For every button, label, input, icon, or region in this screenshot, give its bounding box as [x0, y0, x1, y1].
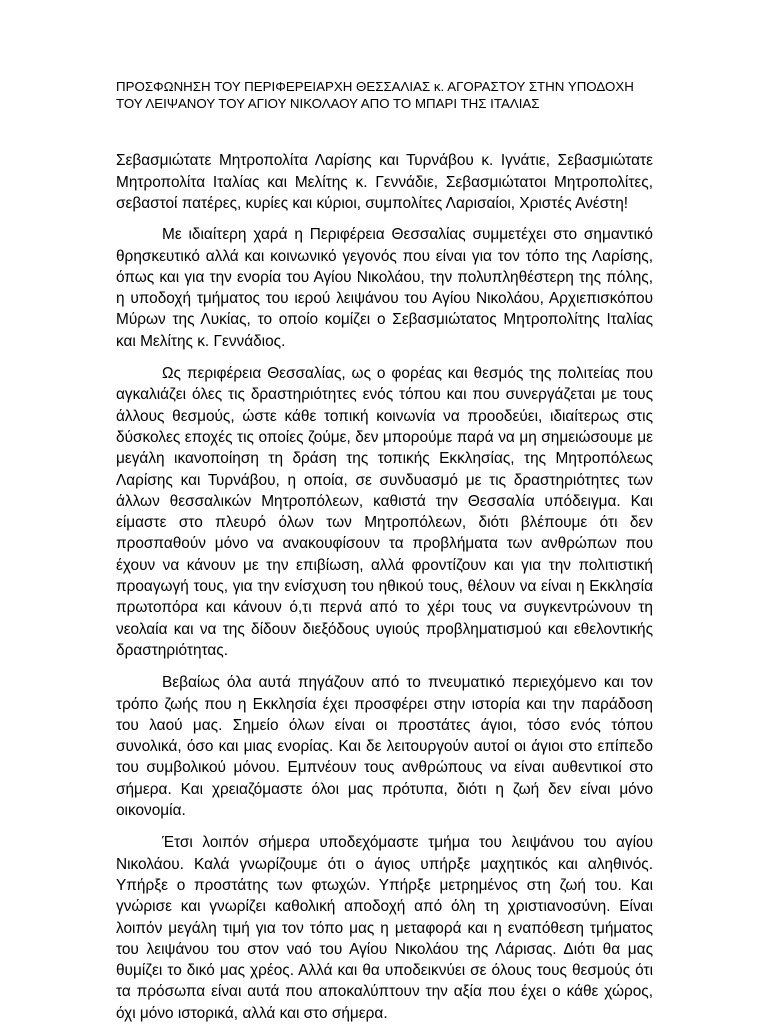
- body-paragraph-4: Έτσι λοιπόν σήμερα υποδεχόμαστε τμήμα του λειψάνου του αγίου Νικολάου. Καλά γνωρίζουμε ότι ο άγιος υπήρξε μαχητικός και αληθινός. Υπήρξε ο προστάτης των φτωχών. Υπήρξε μετρημένος στη ζωή του. Και γνώρισε και γνωρίζει καθολική αποδοχή από όλη τη χριστιανοσύνη. Είναι λοιπόν μεγάλη τιμή για τον τόπο μας η μεταφορά και η εναπόθεση τμήματος του λειψάνου του στον ναό του Αγίου Νικολάου της Λάρισας. Διότι θα μας θυμίζει το δικό μας χρέος. Αλλά και θα υποδεικνύει σε όλους τους θεσμούς ότι τα πρόσωπα είναι αυτά που αποκαλύπτουν την αξία που έχει ο κάθε χώρος, όχι μόνο ιστορικά, αλλά και στο σήμερα.: [116, 834, 653, 1022]
- salutation-paragraph: Σεβασμιώτατε Μητροπολίτα Λαρίσης και Τυρνάβου κ. Ιγνάτιε, Σεβασμιώτατε Μητροπολίτα Ιταλίας και Μελίτης κ. Γεννάδιε, Σεβασμιώτατοι Μητροπολίτες, σεβαστοί πατέρες, κυρίες και κύριοι, συμπολίτες Λαρισαίοι, Χριστές Ανέστη!: [116, 152, 653, 212]
- body-paragraph-1: Με ιδιαίτερη χαρά η Περιφέρεια Θεσσαλίας συμμετέχει στο σημαντικό θρησκευτικό αλλά και κοινωνικό γεγονός που είναι για τον τόπο της Λαρίσης, όπως και για την ενορία του Αγίου Νικολάου, την πολυπληθέστερη της πόλης, η υποδοχή τμήματος του ιερού λειψάνου του Αγίου Νικολάου, Αρχιεπισκόπου Μύρων της Λυκίας, το οποίο κομίζει ο Σεβασμιώτατος Μητροπολίτης Ιταλίας και Μελίτης κ. Γεννάδιος.: [116, 226, 653, 350]
- body-paragraph-3: Βεβαίως όλα αυτά πηγάζουν από το πνευματικό περιεχόμενο και τον τρόπο ζωής που η Εκκλησία έχει προσφέρει στην ιστορία και την παράδοση του λαού μας. Σημείο όλων είναι οι προστάτες άγιοι, τόσο ενός τόπου συνολικά, όσο και μιας ενορίας. Και δε λειτουργούν αυτοί οι άγιοι στο επίπεδο του συμβολικού μόνου. Εμπνέουν τους ανθρώπους να είναι αυθεντικοί στο σήμερα. Και χρειαζόμαστε όλοι μας πρότυπα, διότι η ζωή δεν είναι μόνο οικονομία.: [116, 674, 653, 820]
- document-title: ΠΡΟΣΦΩΝΗΣΗ ΤΟΥ ΠΕΡΙΦΕΡΕΙΑΡΧΗ ΘΕΣΣΑΛΙΑΣ κ. ΑΓΟΡΑΣΤΟΥ ΣΤΗΝ ΥΠΟΔΟΧΗ ΤΟΥ ΛΕΙΨΑΝΟΥ ΤΟΥ ΑΓΙΟΥ ΝΙΚΟΛΑΟΥ ΑΠΟ ΤΟ ΜΠΑΡΙ ΤΗΣ ΙΤΑΛΙΑΣ: [116, 79, 634, 112]
- body-paragraph-2: Ως περιφέρεια Θεσσαλίας, ως ο φορέας και θεσμός της πολιτείας που αγκαλιάζει όλες τις δραστηριότητες ενός τόπου και που συνεργάζεται με τους άλλους θεσμούς, ώστε κάθε τοπική κοινωνία να προοδεύει, ιδιαίτερως στις δύσκολες εποχές τις οποίες ζούμε, δεν μπορούμε παρά να μη σημειώσουμε με μεγάλη ικανοποίηση τη δράση της τοπικής Εκκλησίας, της Μητροπόλεως Λαρίσης και Τυρνάβου, η οποία, σε συνδυασμό με τις δραστηριότητες των άλλων θεσσαλικών Μητροπόλεων, καθιστά την Θεσσαλία υπόδειγμα. Και είμαστε στο πλευρό όλων των Μητροπόλεων, διότι βλέπουμε ότι δεν προσπαθούν μόνο να ανακουφίσουν τα προβλήματα των ανθρώπων που έχουν να κάνουν με την επιβίωση, αλλά φροντίζουν και για την πολιτιστική προαγωγή τους, για την ενίσχυση του ηθικού τους, θέλουν να είναι η Εκκλησία πρωτοπόρα και κάνουν ό,τι περνά από το χέρι τους να συγκεντρώνουν τη νεολαία και να της δίδουν διεξόδους υγιούς προβληματισμού και εθελοντικής δραστηριότητας.: [116, 365, 653, 659]
- document-page: [116, 78, 653, 1035]
